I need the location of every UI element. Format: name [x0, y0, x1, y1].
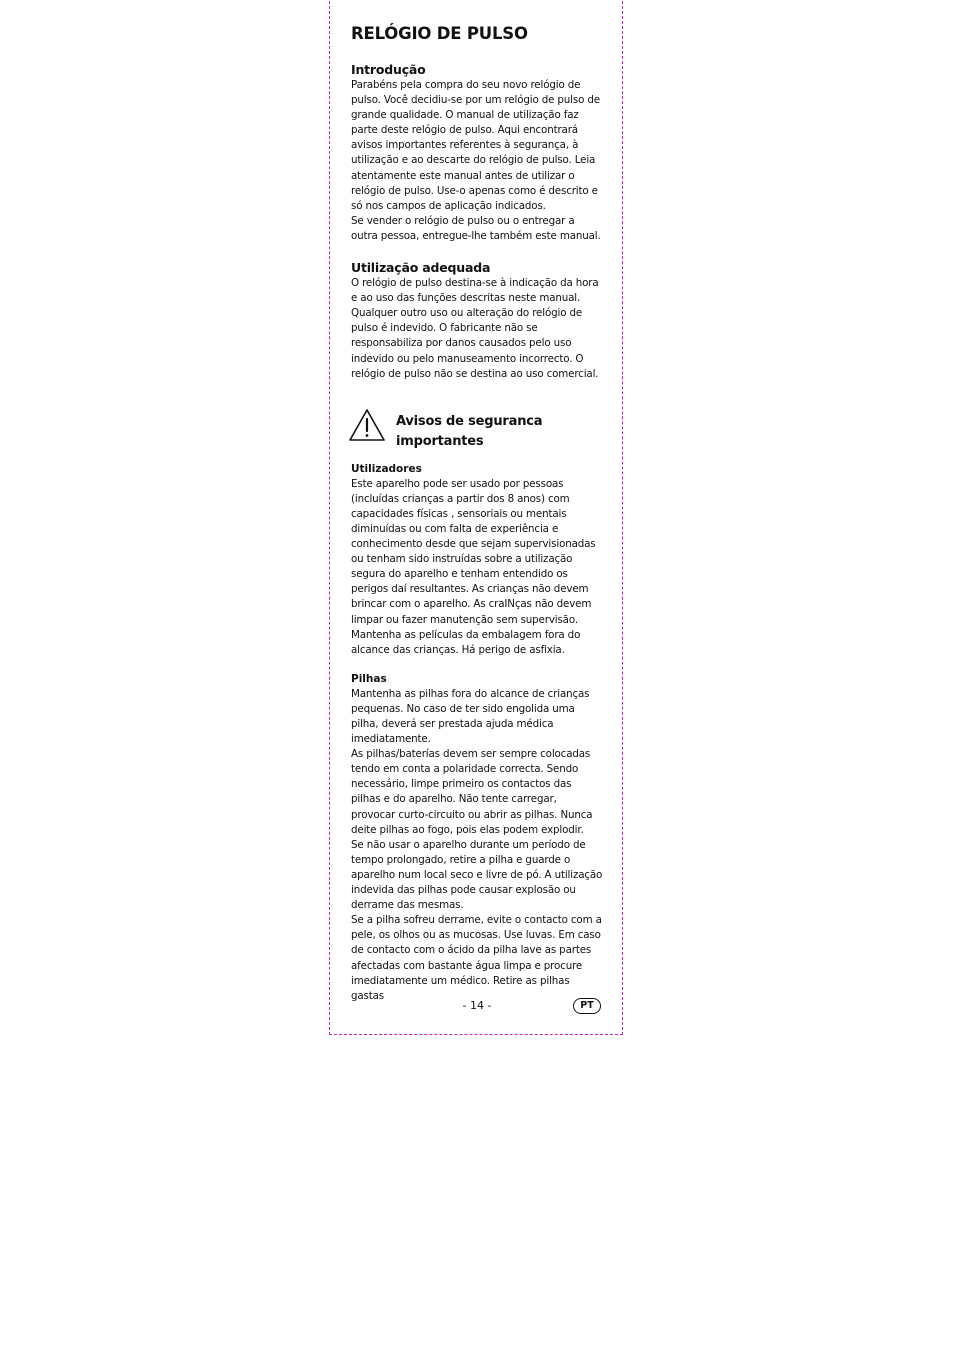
document-content: [351, 22, 603, 1004]
warnings-heading-line1: Avisos de seguranca: [396, 413, 543, 429]
language-badge: PT: [573, 998, 601, 1014]
warnings-heading: [396, 408, 542, 452]
page-footer: [351, 998, 603, 1016]
subsection-heading-utilizadores: Utilizadores: [351, 462, 422, 475]
warnings-heading-line2: importantes: [396, 433, 484, 449]
subsection-heading-pilhas: Pilhas: [351, 672, 387, 685]
page-title: RELÓGIO DE PULSO: [351, 24, 528, 43]
subsection-body-pilhas: Mantenha as pilhas fora do alcance de crianças pequenas. No caso de ter sido engolida uma pilha, deverá ser prestada ajuda médica imediatamente. As pilhas/baterías devem ser sempre colocadas tendo em conta a polaridade correcta. Sendo necessário, limpe primeiro os contactos das pilhas e do aparelho. Não tente carregar, provocar curto-circuito ou abrir as pilhas. Nunca deite pilhas ao fogo, pois elas podem explodir. Se não usar o aparelho durante um período de tempo prolongado, retire a pilha e guarde o aparelho num local seco e livre de pó. A utilização indevida das pilhas pode causar explosão ou derrame das mesmas. Se a pilha sofreu derrame, evite o contacto com a pele, os olhos ou as mucosas. Use luvas. Em caso de contacto com o ácido da pilha lave as partes afectadas com bastante água limpa e procure imediatamente um médico. Retire as pilhas gastas: [351, 687, 603, 1002]
subsection-body-utilizadores: Este aparelho pode ser usado por pessoas (incluídas crianças a partir dos 8 anos) com capacidades físicas , sensoriais ou mentais diminuídas ou com falta de experiência e conhecimento desde que sejam supervisionadas ou tenham sido instruídas sobre a utilização segura do aparelho e tenham entendido os perigos daí resultantes. As crianças não devem brincar com o aparelho. As craINças não devem limpar ou fazer manutenção sem supervisão. Mantenha as películas da embalagem fora do alcance das crianças. Há perigo de asfixia.: [351, 477, 596, 656]
section-body-utilizacao: O relógio de pulso destina-se à indicação da hora e ao uso das funções descritas neste manual. Qualquer outro uso ou alteração do relógio de pulso é indevido. O fabricante não se responsabiliza por danos causados pelo uso indevido ou pelo manuseamento incorrecto. O relógio de pulso não se destina ao uso comercial.: [351, 277, 599, 380]
page-number: - 14 -: [462, 999, 492, 1012]
section-heading-utilizacao: Utilização adequada: [351, 260, 491, 276]
warnings-header: [351, 408, 603, 452]
section-heading-introducao: Introdução: [351, 62, 426, 77]
warning-triangle-icon: [348, 408, 386, 442]
section-body-introducao: Parabéns pela compra do seu novo relógio de pulso. Você decidiu-se por um relógio de pulso de grande qualidade. O manual de utilização faz parte deste relógio de pulso. Aqui encontrará avisos importantes referentes à segurança, à utilização e ao descarte do relógio de pulso. Leia atentamente este manual antes de utilizar o relógio de pulso. Use-o apenas como é descrito e só nos campos de aplicação indicados. Se vender o relógio de pulso ou o entregar a outra pessoa, entregue-lhe também este manual.: [351, 79, 601, 242]
